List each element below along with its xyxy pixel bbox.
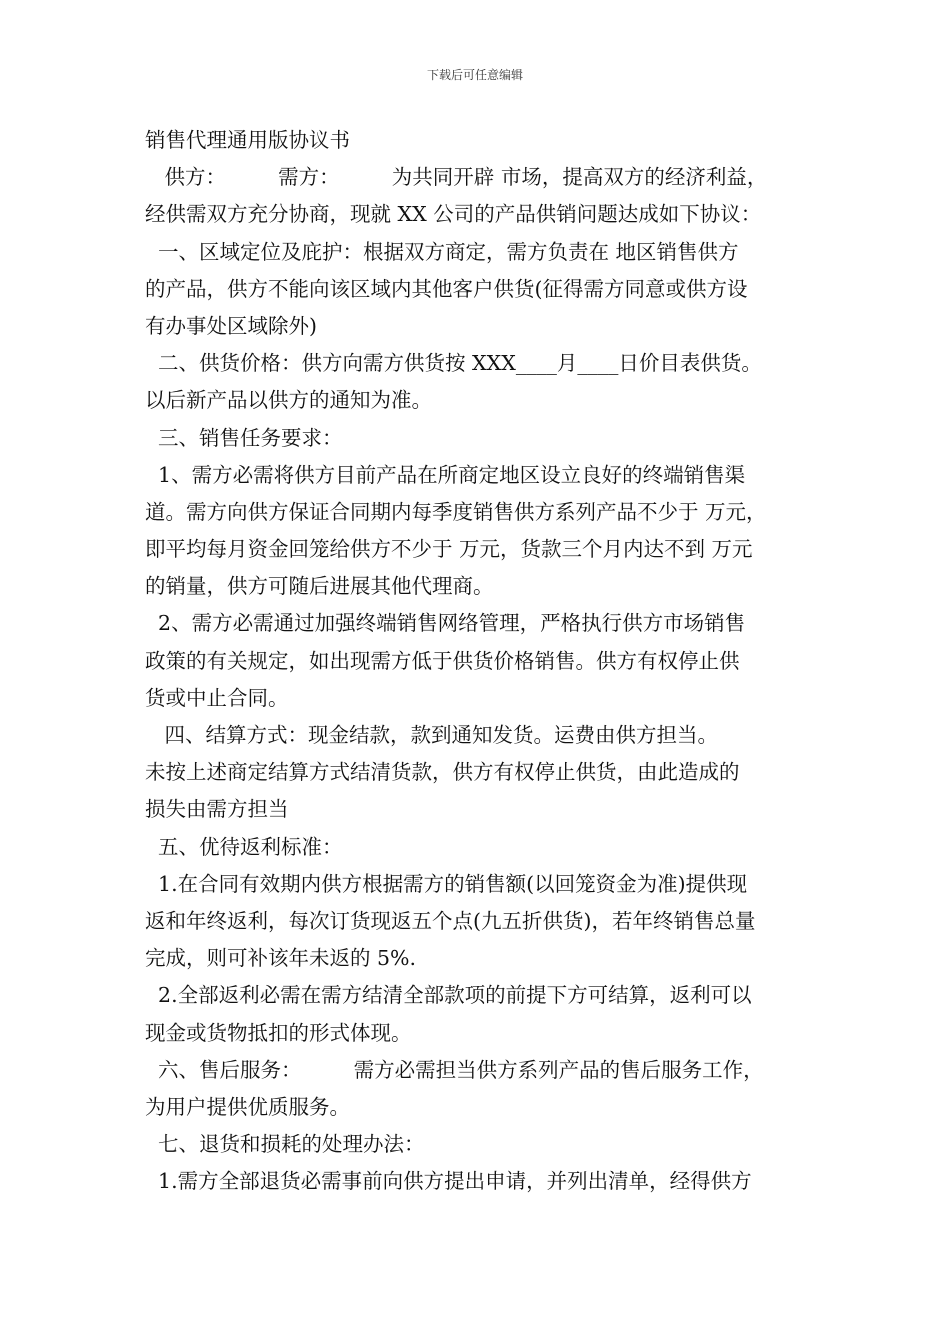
paragraph-line: 完成，则可补该年未返的 5%. [145, 946, 417, 971]
paragraph-line: 1、需方必需将供方目前产品在所商定地区设立良好的终端销售渠 [145, 462, 746, 487]
paragraph-line: 以后新产品以供方的通知为准。 [145, 388, 432, 413]
paragraph-line: 道。需方向供方保证合同期内每季度销售供方系列产品不少于 万元， [145, 499, 767, 524]
paragraph-line: 六、售后服务： 需方必需担当供方系列产品的售后服务工作， [145, 1057, 764, 1082]
paragraph-line: 损失由需方担当 [145, 797, 289, 822]
document-body [145, 122, 817, 1200]
paragraph-line: 经供需双方充分协商，现就 XX 公司的产品供销问题达成如下协议： [145, 202, 762, 227]
paragraph-line: 的产品，供方不能向该区域内其他客户供货(征得需方同意或供方设 [145, 276, 748, 301]
paragraph-line: 现金或货物抵扣的形式体现。 [145, 1020, 412, 1045]
document-title: 销售代理通用版协议书 [145, 128, 350, 152]
paragraph-line: 二、供货价格：供方向需方供货按 XXX____月____日价目表供货。 [145, 351, 762, 376]
paragraph-line: 一、区域定位及庇护：根据双方商定，需方负责在 地区销售供方 [145, 239, 739, 264]
paragraph-line: 四、结算方式：现金结款，款到通知发货。运费由供方担当。 [145, 723, 719, 747]
paragraph-line: 有办事处区域除外) [145, 313, 317, 338]
page-header: 下载后可任意编辑 [426, 68, 523, 82]
paragraph-line: 未按上述商定结算方式结清货款，供方有权停止供货，由此造成的 [145, 760, 740, 785]
paragraph-line: 为用户提供优质服务。 [145, 1094, 350, 1119]
paragraph-line: 三、销售任务要求： [145, 425, 343, 450]
paragraph-line: 1.需方全部退货必需事前向供方提出申请，并列出清单，经得供方 [145, 1169, 752, 1194]
paragraph-line: 供方： 需方： 为共同开辟 市场，提高双方的经济利益， [145, 165, 768, 190]
paragraph-line: 返和年终返利，每次订货现返五个点(九五折供货)，若年终销售总量 [145, 908, 756, 933]
paragraph-line: 七、退货和损耗的处理办法： [145, 1132, 425, 1157]
paragraph-line: 五、优待返利标准： [145, 834, 343, 859]
paragraph-line: 2.全部返利必需在需方结清全部款项的前提下方可结算，返利可以 [145, 983, 752, 1008]
paragraph-line: 政策的有关规定，如出现需方低于供货价格销售。供方有权停止供 [145, 648, 740, 673]
paragraph-line: 即平均每月资金回笼给供方不少于 万元，货款三个月内达不到 万元 [145, 537, 753, 562]
paragraph-line: 货或中止合同。 [145, 685, 289, 710]
paragraph-line: 的销量，供方可随后进展其他代理商。 [145, 574, 494, 599]
paragraph-line: 1.在合同有效期内供方根据需方的销售额(以回笼资金为准)提供现 [145, 871, 748, 896]
paragraph-line: 2、需方必需通过加强终端销售网络管理，严格执行供方市场销售 [145, 611, 746, 636]
